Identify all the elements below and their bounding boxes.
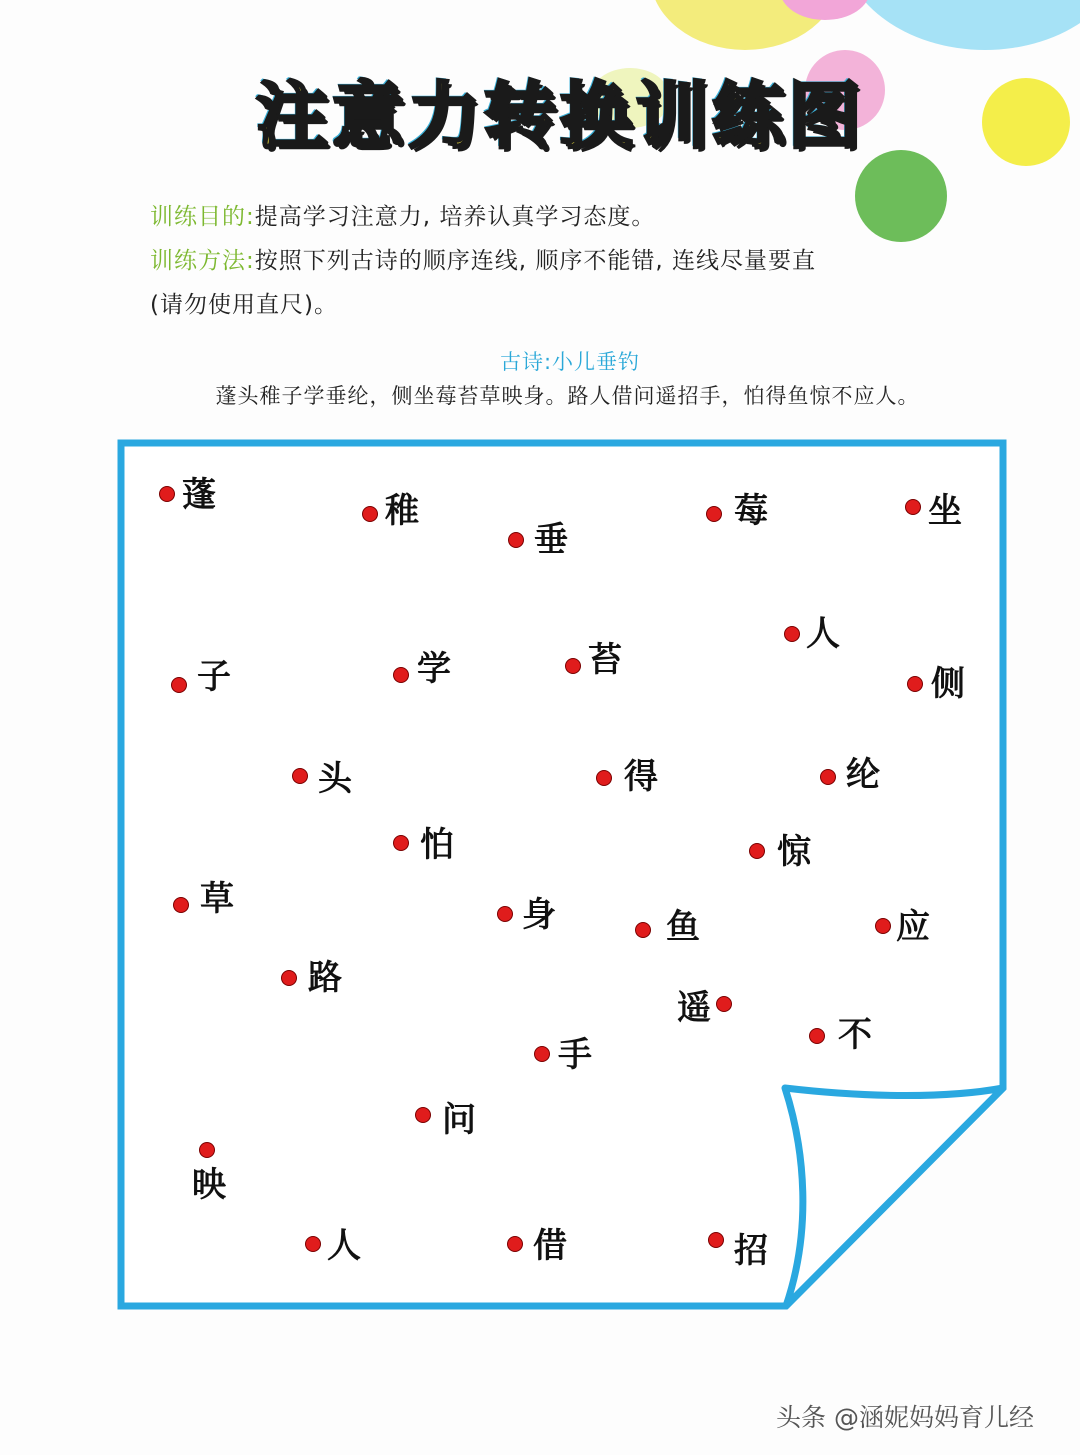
word-dot[interactable] bbox=[282, 971, 296, 985]
word-char: 不 bbox=[838, 1015, 872, 1055]
word-dot[interactable] bbox=[394, 668, 408, 682]
word-char: 手 bbox=[558, 1035, 592, 1075]
word-char: 纶 bbox=[846, 755, 880, 795]
word-dot[interactable] bbox=[709, 1233, 723, 1247]
word-char: 人 bbox=[327, 1226, 361, 1266]
watermark: 头条 @涵妮妈妈育儿经 bbox=[776, 1403, 1034, 1432]
word-char: 怕 bbox=[420, 825, 454, 865]
word-dot[interactable] bbox=[821, 770, 835, 784]
word-char: 借 bbox=[533, 1226, 567, 1266]
word-char: 鱼 bbox=[666, 907, 700, 947]
purpose-text: 提高学习注意力, 培养认真学习态度。 bbox=[254, 204, 656, 230]
word-char: 映 bbox=[192, 1165, 226, 1205]
word-dot[interactable] bbox=[509, 533, 523, 547]
word-char: 身 bbox=[522, 895, 556, 935]
word-dot[interactable] bbox=[908, 677, 922, 691]
word-dot[interactable] bbox=[306, 1237, 320, 1251]
word-char: 垂 bbox=[534, 520, 568, 560]
word-dot[interactable] bbox=[200, 1143, 214, 1157]
page-curl bbox=[785, 1088, 1003, 1306]
word-dot[interactable] bbox=[707, 507, 721, 521]
word-char: 问 bbox=[442, 1100, 476, 1140]
purpose-label: 训练目的: bbox=[150, 204, 255, 230]
word-char: 苔 bbox=[588, 640, 622, 680]
word-char: 应 bbox=[896, 907, 930, 947]
word-dot[interactable] bbox=[293, 769, 307, 783]
word-dot[interactable] bbox=[416, 1108, 430, 1122]
word-char: 头 bbox=[318, 759, 352, 799]
word-char: 得 bbox=[624, 757, 658, 797]
word-dot[interactable] bbox=[172, 678, 186, 692]
word-dot[interactable] bbox=[810, 1029, 824, 1043]
word-char: 蓬 bbox=[182, 475, 216, 515]
word-char: 草 bbox=[200, 879, 234, 919]
word-dot[interactable] bbox=[785, 627, 799, 641]
word-char: 莓 bbox=[734, 491, 768, 531]
word-char: 子 bbox=[197, 657, 231, 697]
method-text: 按照下列古诗的顺序连线, 顺序不能错, 连线尽量要直 bbox=[254, 248, 816, 274]
word-char: 人 bbox=[806, 614, 840, 654]
word-dot[interactable] bbox=[876, 919, 890, 933]
word-dot[interactable] bbox=[174, 898, 188, 912]
word-dot[interactable] bbox=[566, 659, 580, 673]
word-char: 稚 bbox=[385, 491, 419, 531]
word-dot[interactable] bbox=[636, 923, 650, 937]
word-char: 路 bbox=[308, 958, 342, 998]
poem-title: 古诗:小儿垂钓 bbox=[499, 350, 641, 374]
page-title: 注意力转换训练图 bbox=[255, 74, 864, 158]
word-char: 坐 bbox=[928, 491, 962, 531]
word-dot[interactable] bbox=[597, 771, 611, 785]
word-char: 招 bbox=[734, 1231, 768, 1271]
word-dot[interactable] bbox=[363, 507, 377, 521]
word-char: 遥 bbox=[677, 988, 711, 1028]
word-dot[interactable] bbox=[160, 487, 174, 501]
method-text-2: (请勿使用直尺)。 bbox=[150, 292, 338, 318]
word-dot[interactable] bbox=[717, 997, 731, 1011]
poem-text: 蓬头稚子学垂纶，侧坐莓苔草映身。路人借问遥招手，怕得鱼惊不应人。 bbox=[215, 384, 920, 408]
word-dot[interactable] bbox=[906, 500, 920, 514]
method-label: 训练方法: bbox=[150, 248, 255, 274]
word-dot[interactable] bbox=[750, 844, 764, 858]
word-dot[interactable] bbox=[498, 907, 512, 921]
word-char: 侧 bbox=[931, 664, 965, 704]
word-dot[interactable] bbox=[535, 1047, 549, 1061]
word-dot[interactable] bbox=[394, 836, 408, 850]
word-dot[interactable] bbox=[508, 1237, 522, 1251]
word-char: 学 bbox=[417, 649, 451, 689]
word-char: 惊 bbox=[777, 832, 811, 872]
